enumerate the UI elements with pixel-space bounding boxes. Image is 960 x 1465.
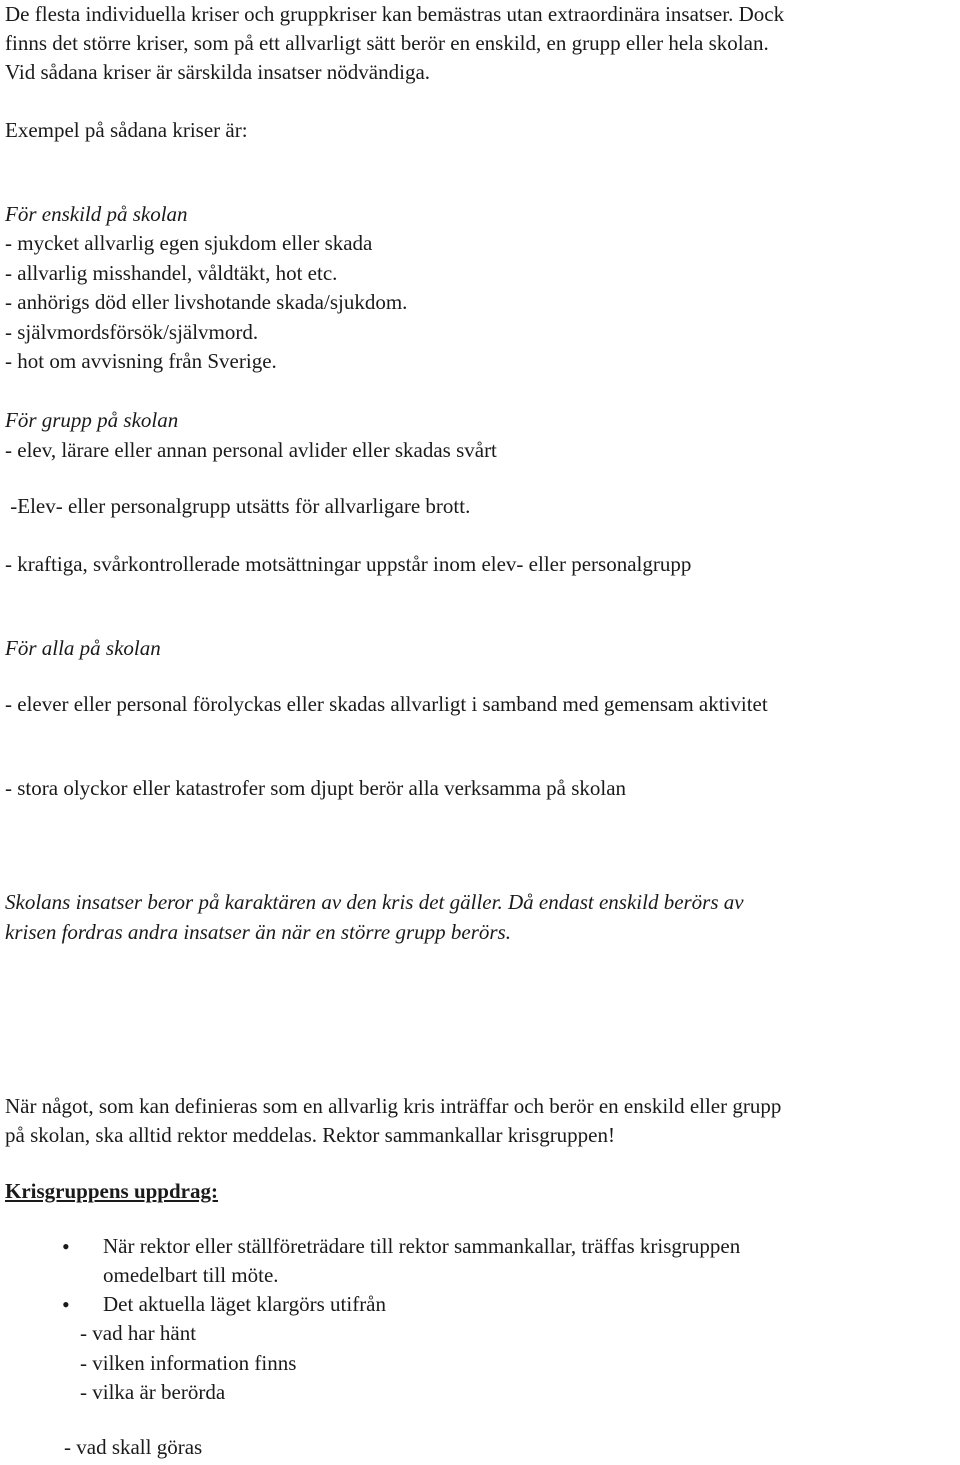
rektor-line-1: När något, som kan definieras som en allvarlig kris inträffar och berör en enskild eller grupp — [5, 1094, 782, 1118]
bullet-icon: • — [62, 1234, 70, 1259]
individual-item: - självmordsförsök/självmord. — [5, 320, 259, 344]
intro-line-3: Vid sådana kriser är särskilda insatser nödvändiga. — [5, 60, 431, 84]
group-item: -Elev- eller personalgrupp utsätts för allvarligare brott. — [5, 494, 471, 518]
bullet-text: Det aktuella läget klargörs utifrån — [103, 1292, 387, 1316]
all-heading: För alla på skolan — [5, 636, 161, 660]
sub-item: - vilka är berörda — [80, 1380, 226, 1404]
group-item: - kraftiga, svårkontrollerade motsättningar uppstår inom elev- eller personalgrupp — [5, 552, 692, 576]
bullet-text: När rektor eller ställföreträdare till rektor sammankallar, träffas krisgruppen — [103, 1234, 741, 1258]
group-item: - elev, lärare eller annan personal avlider eller skadas svårt — [5, 438, 497, 462]
rektor-line-2: på skolan, ska alltid rektor meddelas. Rektor sammankallar krisgruppen! — [5, 1123, 615, 1147]
individual-item: - mycket allvarlig egen sjukdom eller skada — [5, 231, 373, 255]
bullet-text: omedelbart till möte. — [103, 1263, 279, 1287]
intro-line-2: finns det större kriser, som på ett allvarligt sätt berör en enskild, en grupp eller hela skolan. — [5, 31, 769, 55]
individual-item: - anhörigs död eller livshotande skada/sjukdom. — [5, 290, 408, 314]
individual-item: - hot om avvisning från Sverige. — [5, 349, 277, 373]
individual-heading: För enskild på skolan — [5, 202, 188, 226]
last-item: - vad skall göras — [64, 1435, 203, 1459]
examples-intro: Exempel på sådana kriser är: — [5, 118, 248, 142]
insatser-line-2: krisen fordras andra insatser än när en större grupp berörs. — [5, 920, 511, 944]
bullet-icon: • — [62, 1292, 70, 1317]
task-heading: Krisgruppens uppdrag: — [5, 1179, 218, 1203]
sub-item: - vilken information finns — [80, 1351, 297, 1375]
all-item: - elever eller personal förolyckas eller skadas allvarligt i samband med gemensam aktivitet — [5, 692, 768, 716]
individual-item: - allvarlig misshandel, våldtäkt, hot etc. — [5, 261, 338, 285]
group-heading: För grupp på skolan — [5, 408, 179, 432]
intro-line-1: De flesta individuella kriser och gruppkriser kan bemästras utan extraordinära insatser. Dock — [5, 2, 785, 26]
insatser-line-1: Skolans insatser beror på karaktären av den kris det gäller. Då endast enskild berörs av — [5, 890, 744, 914]
sub-item: - vad har hänt — [80, 1321, 197, 1345]
all-item: - stora olyckor eller katastrofer som djupt berör alla verksamma på skolan — [5, 776, 627, 800]
